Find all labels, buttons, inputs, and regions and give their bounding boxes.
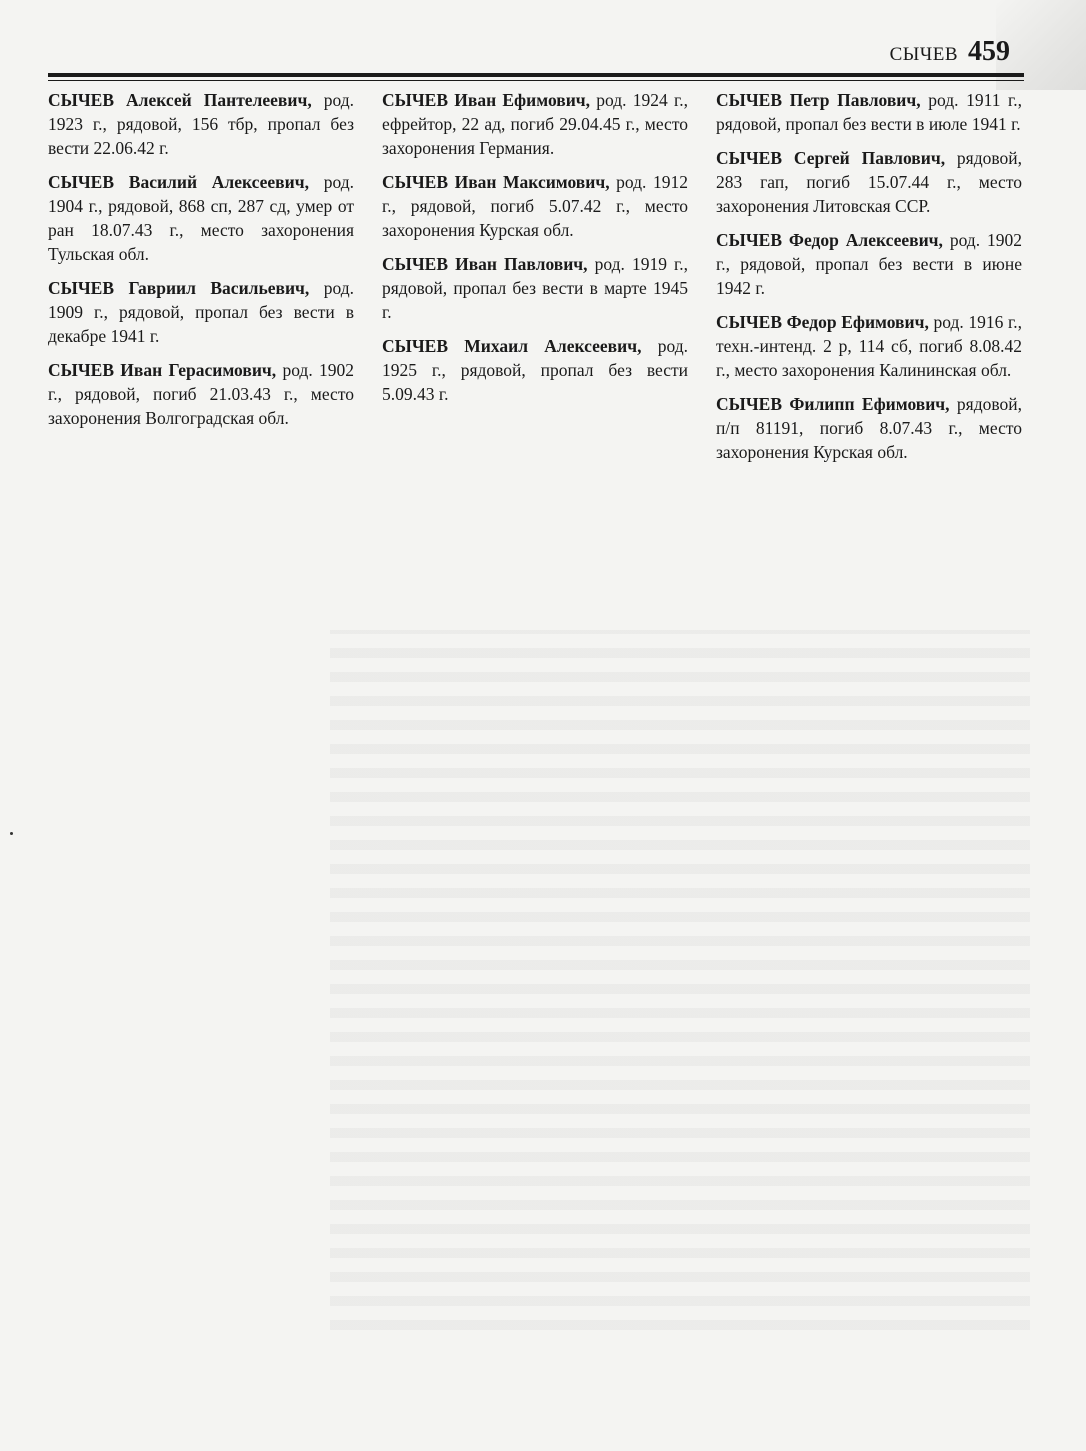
header-rule-thick xyxy=(48,73,1024,77)
entry-details: род. 1925 г., рядовой, пропал без вести 5.09.43 г. xyxy=(382,336,688,404)
entry-name: СЫЧЕВ Василий Алексеевич, xyxy=(48,172,309,192)
entry-name: СЫЧЕВ Иван Максимович, xyxy=(382,172,610,192)
entry-details: род. 1924 г., ефрейтор, 22 ад, погиб 29.04.45 г., место захоронения Германия. xyxy=(382,90,688,158)
entry-details: род. 1902 г., рядовой, погиб 21.03.43 г., место захоронения Волгоградская обл. xyxy=(48,360,354,428)
list-item xyxy=(382,334,688,406)
entry-name: СЫЧЕВ Сергей Павлович, xyxy=(716,148,946,168)
entry-details: род. 1923 г., рядовой, 156 тбр, пропал без вести 22.06.42 г. xyxy=(48,90,354,158)
entry-name: СЫЧЕВ Гавриил Васильевич, xyxy=(48,278,310,298)
header-surname: СЫЧЕВ xyxy=(889,44,958,65)
entry-name: СЫЧЕВ Федор Ефимович, xyxy=(716,312,929,332)
list-item xyxy=(716,228,1022,300)
list-item xyxy=(48,276,354,348)
column-3 xyxy=(716,88,1022,474)
entry-details: рядовой, 283 гап, погиб 15.07.44 г., место захоронения Литовская ССР. xyxy=(716,148,1022,216)
list-item xyxy=(48,88,354,160)
entry-name: СЫЧЕВ Алексей Пантелеевич, xyxy=(48,90,312,110)
list-item xyxy=(382,88,688,160)
running-header xyxy=(890,36,1010,68)
scan-speck xyxy=(10,832,13,835)
entry-details: род. 1911 г., рядовой, пропал без вести в июле 1941 г. xyxy=(716,90,1022,134)
entry-details: род. 1904 г., рядовой, 868 сп, 287 сд, умер от ран 18.07.43 г., место захоронения Тульская обл. xyxy=(48,172,354,264)
entry-details: род. 1912 г., рядовой, погиб 5.07.42 г., место захоронения Курская обл. xyxy=(382,172,689,240)
list-item xyxy=(382,252,688,324)
list-item xyxy=(716,88,1022,136)
entry-name: СЫЧЕВ Иван Павлович, xyxy=(382,254,588,274)
entry-details: род. 1919 г., рядовой, пропал без вести в марте 1945 г. xyxy=(382,254,688,322)
header-rule-thin xyxy=(48,80,1024,81)
list-item xyxy=(716,310,1022,382)
entry-details: род. 1902 г., рядовой, пропал без вести в июне 1942 г. xyxy=(716,230,1023,298)
page-number: 459 xyxy=(968,36,1010,67)
list-item xyxy=(716,146,1022,218)
entry-details: род. 1909 г., рядовой, пропал без вести в декабре 1941 г. xyxy=(48,278,354,346)
entry-name: СЫЧЕВ Михаил Алексеевич, xyxy=(382,336,642,356)
entry-name: СЫЧЕВ Петр Павлович, xyxy=(716,90,921,110)
entry-details: рядовой, п/п 81191, погиб 8.07.43 г., место захоронения Курская обл. xyxy=(716,394,1022,462)
entry-name: СЫЧЕВ Филипп Ефимович, xyxy=(716,394,950,414)
list-item xyxy=(48,170,354,266)
list-item xyxy=(716,392,1022,464)
column-1 xyxy=(48,88,354,474)
entry-name: СЫЧЕВ Федор Алексеевич, xyxy=(716,230,943,250)
entry-details: род. 1916 г., техн.-интенд. 2 р, 114 сб, погиб 8.08.42 г., место захоронения Калининская обл. xyxy=(716,312,1022,380)
entries-columns xyxy=(48,88,1022,474)
entry-name: СЫЧЕВ Иван Ефимович, xyxy=(382,90,591,110)
entry-name: СЫЧЕВ Иван Герасимович, xyxy=(48,360,277,380)
list-item xyxy=(48,358,354,430)
bleed-through-text xyxy=(330,630,1030,1330)
list-item xyxy=(382,170,688,242)
column-2 xyxy=(382,88,688,474)
